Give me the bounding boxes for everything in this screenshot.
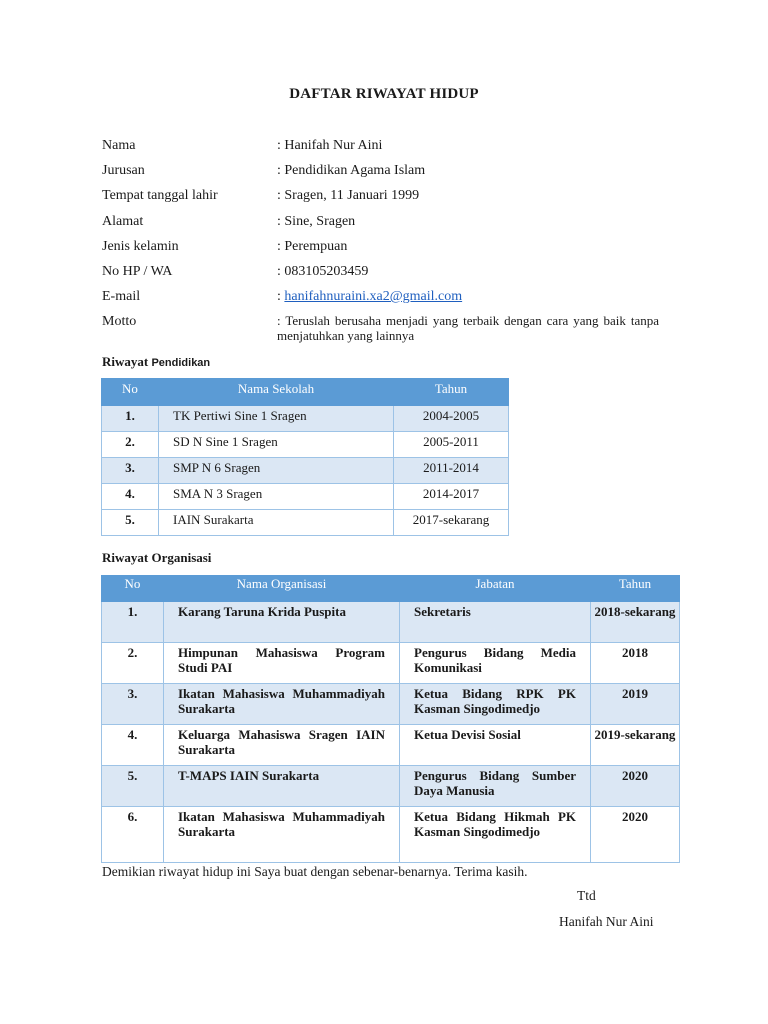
table-row	[102, 406, 509, 432]
table-row	[102, 725, 680, 766]
organization-heading: Riwayat Organisasi	[102, 550, 212, 565]
table-row	[102, 807, 680, 863]
column-header-school: Nama Sekolah	[159, 379, 394, 406]
bio-label: Jurusan	[102, 163, 145, 178]
column-header-no: No	[102, 576, 164, 602]
school-year: 2004-2005	[394, 406, 509, 432]
organization-year: 2018-sekarang	[591, 602, 680, 643]
row-number: 2.	[102, 432, 159, 458]
table-row	[102, 602, 680, 643]
table-row	[102, 766, 680, 807]
bio-value: : Perempuan	[277, 239, 348, 254]
bio-label: E-mail	[102, 289, 141, 304]
bio-value: : Hanifah Nur Aini	[277, 138, 383, 153]
organization-name: Ikatan Mahasiswa Muhammadiyah Surakarta	[164, 684, 400, 725]
bio-value: : 083105203459	[277, 264, 369, 279]
table-header-row	[102, 576, 680, 602]
document-title: DAFTAR RIWAYAT HIDUP	[289, 86, 479, 102]
organization-table	[101, 575, 680, 863]
organization-year: 2019	[591, 684, 680, 725]
row-number: 1.	[102, 602, 164, 643]
table-row	[102, 432, 509, 458]
school-year: 2014-2017	[394, 484, 509, 510]
bio-value: : Sine, Sragen	[277, 214, 356, 229]
row-number: 4.	[102, 484, 159, 510]
bio-label: No HP / WA	[102, 264, 173, 279]
colon: :	[277, 289, 285, 304]
table-row	[102, 484, 509, 510]
education-heading-small: Pendidikan	[151, 357, 211, 369]
bio-label: Tempat tanggal lahir	[102, 188, 218, 203]
row-number: 5.	[102, 510, 159, 536]
table-row	[102, 684, 680, 725]
email-link[interactable]: hanifahnuraini.xa2@gmail.com	[284, 289, 463, 304]
position-title: Ketua Bidang Hikmah PK Kasman Singodimedjo	[400, 807, 591, 863]
organization-name: Karang Taruna Krida Puspita	[164, 602, 400, 643]
table-row	[102, 643, 680, 684]
column-header-year: Tahun	[394, 379, 509, 406]
position-title: Pengurus Bidang Media Komunikasi	[400, 643, 591, 684]
organization-name: T-MAPS IAIN Surakarta	[164, 766, 400, 807]
school-name: SMP N 6 Sragen	[159, 458, 394, 484]
organization-name: Ikatan Mahasiswa Muhammadiyah Surakarta	[164, 807, 400, 863]
organization-name: Keluarga Mahasiswa Sragen IAIN Surakarta	[164, 725, 400, 766]
school-year: 2017-sekarang	[394, 510, 509, 536]
bio-label: Motto	[102, 314, 137, 329]
column-header-no: No	[102, 379, 159, 406]
bio-value: : Sragen, 11 Januari 1999	[277, 188, 420, 203]
school-name: SMA N 3 Sragen	[159, 484, 394, 510]
motto-text: : Teruslah berusaha menjadi yang terbaik dengan cara yang baik tanpa menjatuhkan yang lainnya	[277, 313, 659, 343]
bio-value: : Pendidikan Agama Islam	[277, 163, 426, 178]
table-row	[102, 510, 509, 536]
bio-label: Alamat	[102, 214, 144, 229]
education-table	[101, 378, 509, 536]
signer-name: Hanifah Nur Aini	[559, 914, 654, 929]
row-number: 2.	[102, 643, 164, 684]
school-year: 2011-2014	[394, 458, 509, 484]
column-header-organization: Nama Organisasi	[164, 576, 400, 602]
school-year: 2005-2011	[394, 432, 509, 458]
row-number: 5.	[102, 766, 164, 807]
organization-name: Himpunan Mahasiswa Program Studi PAI	[164, 643, 400, 684]
signature-label: Ttd	[577, 888, 596, 903]
column-header-year: Tahun	[591, 576, 680, 602]
position-title: Pengurus Bidang Sumber Daya Manusia	[400, 766, 591, 807]
row-number: 1.	[102, 406, 159, 432]
organization-year: 2019-sekarang	[591, 725, 680, 766]
closing-statement: Demikian riwayat hidup ini Saya buat dengan sebenar-benarnya. Terima kasih.	[102, 864, 528, 879]
table-row	[102, 458, 509, 484]
column-header-position: Jabatan	[400, 576, 591, 602]
organization-year: 2020	[591, 766, 680, 807]
organization-year: 2020	[591, 807, 680, 863]
organization-year: 2018	[591, 643, 680, 684]
row-number: 3.	[102, 684, 164, 725]
bio-value	[277, 288, 462, 305]
school-name: IAIN Surakarta	[159, 510, 394, 536]
row-number: 4.	[102, 725, 164, 766]
position-title: Ketua Devisi Sosial	[400, 725, 591, 766]
position-title: Sekretaris	[400, 602, 591, 643]
education-heading	[102, 354, 210, 370]
school-name: SD N Sine 1 Sragen	[159, 432, 394, 458]
table-header-row	[102, 379, 509, 406]
bio-label: Jenis kelamin	[102, 239, 179, 254]
bio-label: Nama	[102, 138, 136, 153]
row-number: 6.	[102, 807, 164, 863]
school-name: TK Pertiwi Sine 1 Sragen	[159, 406, 394, 432]
education-heading-main: Riwayat	[102, 354, 149, 369]
row-number: 3.	[102, 458, 159, 484]
position-title: Ketua Bidang RPK PK Kasman Singodimedjo	[400, 684, 591, 725]
